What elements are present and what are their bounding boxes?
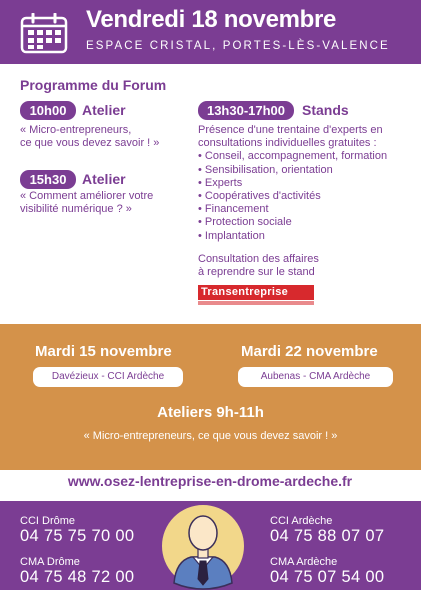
event-right-date: Mardi 22 novembre	[241, 343, 378, 360]
stands-item: • Experts	[198, 176, 243, 189]
businessman-icon	[158, 501, 248, 590]
session-text: « Micro-entrepreneurs,	[20, 124, 132, 136]
stands-description	[198, 124, 387, 279]
logo-main: sentreprise	[225, 286, 289, 298]
contact-phone-cci-ardeche[interactable]: 04 75 88 07 07	[270, 527, 385, 545]
session-text: ce que vous devez savoir ! »	[20, 137, 160, 149]
stands-item: • Conseil, accompagnement, formation	[198, 150, 388, 163]
stands-item: • Protection sociale	[198, 216, 292, 229]
session-time-badge: 10h00	[20, 101, 76, 120]
session-time-badge: 15h30	[20, 170, 76, 189]
ateliers-text: « Micro-entrepreneurs, ce que vous devez savoir ! »	[83, 430, 338, 442]
program-title: Programme du Forum	[20, 77, 167, 93]
consultation-line: à reprendre sur le stand	[198, 266, 315, 279]
session-text: « Comment améliorer votre	[20, 190, 154, 202]
event-left-location: Davézieux - CCI Ardèche	[33, 367, 183, 387]
event-right-location: Aubenas - CMA Ardèche	[238, 367, 393, 387]
logo-tagline-strip	[198, 301, 314, 305]
contact-phone-cma-ardeche[interactable]: 04 75 07 54 00	[270, 568, 385, 586]
contact-label-cma-ardeche: CMA Ardèche	[270, 556, 338, 568]
logo-prefix: Tran	[201, 286, 226, 298]
event-left-date: Mardi 15 novembre	[35, 343, 172, 360]
event-venue: ESPACE CRISTAL, PORTES-LÈS-VALENCE	[86, 40, 390, 52]
ateliers-title: Ateliers 9h-11h	[157, 404, 264, 421]
contact-label-cci-ardeche: CCI Ardèche	[270, 515, 333, 527]
stands-item: • Implantation	[198, 229, 265, 242]
calendar-icon	[20, 13, 68, 54]
contact-label-cma-drome: CMA Drôme	[20, 556, 80, 568]
consultation-line: Consultation des affaires	[198, 252, 319, 265]
contact-phone-cma-drome[interactable]: 04 75 48 72 00	[20, 568, 135, 586]
stands-label: Stands	[302, 102, 349, 118]
stands-intro-line: Présence d'une trentaine d'experts en	[198, 124, 383, 136]
stands-item: • Coopératives d'activités	[198, 190, 321, 203]
session-text: visibilité numérique ? »	[20, 203, 132, 215]
website-link[interactable]: www.osez-lentreprise-en-drome-ardeche.fr	[20, 470, 400, 492]
stands-item: • Sensibilisation, orientation	[198, 163, 333, 176]
session-label: Atelier	[82, 102, 126, 118]
stands-item: • Financement	[198, 203, 269, 216]
stands-time-badge: 13h30-17h00	[198, 101, 294, 120]
session-label: Atelier	[82, 171, 126, 187]
stands-intro-line: consultations individuelles gratuites :	[198, 137, 377, 150]
contact-label-cci-drome: CCI Drôme	[20, 515, 76, 527]
contact-phone-cci-drome[interactable]: 04 75 75 70 00	[20, 527, 135, 545]
event-date-title: Vendredi 18 novembre	[86, 6, 337, 33]
transentreprise-logo	[198, 285, 314, 300]
